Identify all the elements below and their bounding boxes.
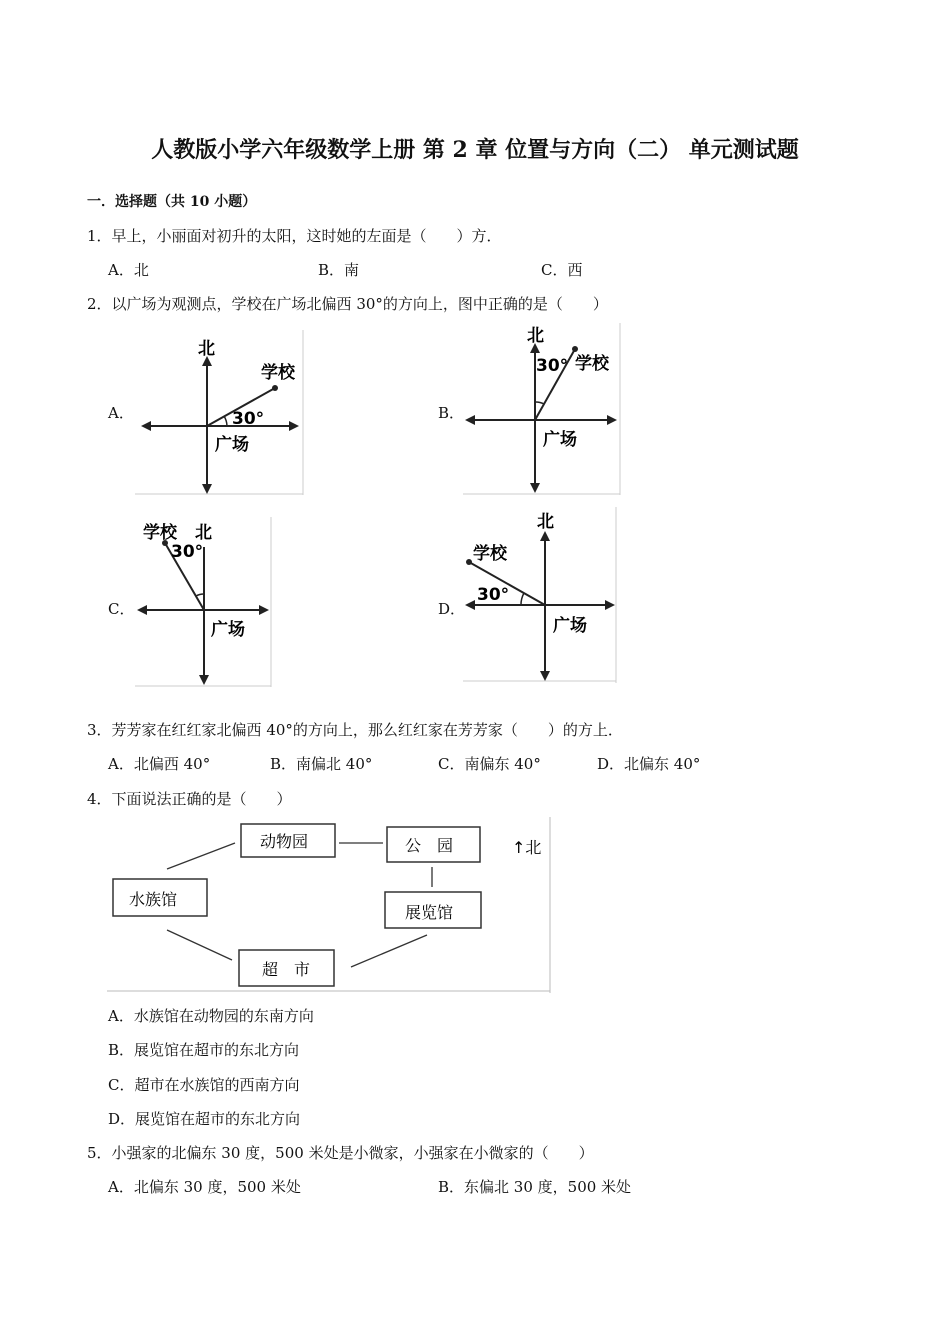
question-1-stem: 1．早上，小丽面对初升的太阳，这时她的左面是（ ）方． <box>87 227 502 245</box>
q5-option-a: A．北偏东 30 度，500 米处 <box>108 1178 301 1196</box>
q2-figure-a <box>135 330 305 495</box>
angle-label: 30° <box>477 585 510 605</box>
q3-option-a: A．北偏西 40° <box>108 755 211 773</box>
q2-figure-b <box>463 323 623 495</box>
q2-option-d-label: D． <box>438 600 466 618</box>
question-2-stem: 2．以广场为观测点，学校在广场北偏西 30°的方向上，图中正确的是（ ） <box>87 295 608 313</box>
school-label: 学校 <box>143 523 177 543</box>
question-4-stem: 4．下面说法正确的是（ ） <box>87 790 292 808</box>
q4-option-b: B．展览馆在超市的东北方向 <box>108 1041 300 1059</box>
question-3-stem: 3．芳芳家在红红家北偏西 40°的方向上，那么红红家在芳芳家（ ）的方上． <box>87 721 623 739</box>
aquarium-label: 水族馆 <box>129 890 178 909</box>
q1-option-a: A．北 <box>108 261 149 279</box>
park-label: 公 园 <box>405 836 454 855</box>
q3-option-b: B．南偏北 40° <box>270 755 373 773</box>
north-label: 北 <box>195 523 212 543</box>
angle-label: 30° <box>536 356 569 376</box>
q2-option-a-label: A． <box>108 404 134 422</box>
q1-option-c: C．西 <box>541 261 583 279</box>
north-label: 北 <box>537 512 554 532</box>
q2-option-c-label: C． <box>108 600 135 618</box>
q2-figure-c <box>135 517 273 687</box>
q2-figure-d <box>463 507 619 683</box>
q4-option-c: C．超市在水族馆的西南方向 <box>108 1076 300 1094</box>
school-label: 学校 <box>473 544 507 564</box>
q4-option-a: A．水族馆在动物园的东南方向 <box>108 1007 314 1025</box>
page-title: 人教版小学六年级数学上册 第 2 章 位置与方向（二） 单元测试题 <box>151 137 799 163</box>
market-label: 超 市 <box>262 960 311 979</box>
q1-option-b: B．南 <box>318 261 360 279</box>
school-label: 学校 <box>261 363 295 383</box>
square-label: 广场 <box>211 620 245 640</box>
q2-option-b-label: B． <box>438 404 465 422</box>
q3-option-d: D．北偏东 40° <box>597 755 701 773</box>
q4-map <box>107 817 553 993</box>
q3-option-c: C．南偏东 40° <box>438 755 541 773</box>
school-label: 学校 <box>575 354 609 374</box>
angle-label: 30° <box>232 409 265 429</box>
exhibition-label: 展览馆 <box>405 903 454 922</box>
square-label: 广场 <box>543 430 577 450</box>
question-5-stem: 5．小强家的北偏东 30 度，500 米处是小微家，小强家在小微家的（ ） <box>87 1144 594 1162</box>
q5-option-b: B．东偏北 30 度，500 米处 <box>438 1178 632 1196</box>
section-heading: 一．选择题（共 10 小题） <box>87 194 257 210</box>
angle-label: 30° <box>171 542 204 562</box>
square-label: 广场 <box>215 435 249 455</box>
square-label: 广场 <box>553 616 587 636</box>
north-label: 北 <box>527 326 544 346</box>
north-indicator: ↑北 <box>512 838 542 857</box>
zoo-label: 动物园 <box>260 832 309 851</box>
north-label: 北 <box>198 339 215 359</box>
q4-option-d: D．展览馆在超市的东北方向 <box>108 1110 301 1128</box>
